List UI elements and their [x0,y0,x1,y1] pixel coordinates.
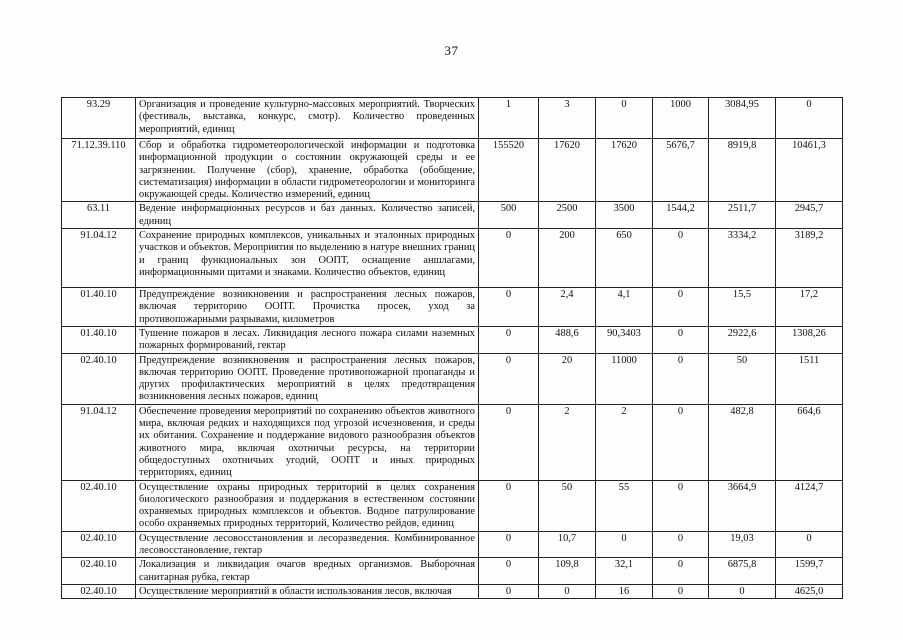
table-body [62,98,843,599]
value-cell-5: 15,5 [709,288,776,327]
value-cell-3: 650 [596,229,653,288]
value-cell-1: 0 [479,288,539,327]
value-cell-3: 11000 [596,353,653,404]
value-cell-5: 3334,2 [709,229,776,288]
service-description: Предупреждение возникновения и распространения лесных пожаров, включая территорию ООПТ. Прочистка просек, уход за противопожарными разрывами, километров [136,288,479,327]
value-cell-3: 0 [596,98,653,139]
okved-code: 02.40.10 [62,353,136,404]
table-row [62,404,843,480]
okved-code: 91.04.12 [62,229,136,288]
table-row [62,326,843,353]
table-row [62,558,843,585]
value-cell-6: 4124,7 [776,480,843,531]
value-cell-5: 2922,6 [709,326,776,353]
table-row [62,353,843,404]
value-cell-6: 2945,7 [776,202,843,229]
value-cell-4: 0 [653,531,709,558]
value-cell-4: 0 [653,584,709,598]
value-cell-4: 0 [653,558,709,585]
service-description: Обеспечение проведения мероприятий по сохранению объектов животного мира, включая редких и находящихся под угрозой исчезновения, и среды их обитания. Сохранение и поддержание видового разнообразия объектов животного мира, включая охотничьи ресурсы, на территории общедоступных охотничьих угодий, ООПТ и иных природных территориях, единиц [136,404,479,480]
value-cell-6: 1511 [776,353,843,404]
service-description: Сохранение природных комплексов, уникальных и эталонных природных участков и объектов. Мероприятия по выделению в натуре внешних границ и границ функциональных зон ООПТ, оснащение аншлагами, информационными щитами и знаками. Количество объектов, единиц [136,229,479,288]
service-description: Осуществление мероприятий в области использования лесов, включая [136,584,479,598]
table-row [62,480,843,531]
value-cell-5: 3084,95 [709,98,776,139]
value-cell-2: 200 [539,229,596,288]
value-cell-2: 2,4 [539,288,596,327]
value-cell-1: 155520 [479,139,539,202]
value-cell-2: 20 [539,353,596,404]
value-cell-4: 0 [653,404,709,480]
value-cell-6: 1599,7 [776,558,843,585]
value-cell-6: 0 [776,98,843,139]
service-description: Предупреждение возникновения и распространения лесных пожаров, включая территорию ООПТ. Проведение противопожарной пропаганды и других профилактических мероприятий в целях предотвращения возникновения лесных пожаров, единиц [136,353,479,404]
okved-code: 02.40.10 [62,531,136,558]
value-cell-2: 10,7 [539,531,596,558]
value-cell-3: 16 [596,584,653,598]
value-cell-2: 488,6 [539,326,596,353]
value-cell-2: 2 [539,404,596,480]
okved-code: 02.40.10 [62,558,136,585]
service-description: Осуществление охраны природных территорий в целях сохранения биологического разнообразия и поддержания в естественном состоянии охраняемых природных комплексов и объектов. Водное патрулирование особо охраняемых природных территорий, Количество рейдов, единиц [136,480,479,531]
value-cell-6: 664,6 [776,404,843,480]
okved-code: 91.04.12 [62,404,136,480]
value-cell-5: 19,03 [709,531,776,558]
table-row [62,288,843,327]
value-cell-3: 4,1 [596,288,653,327]
value-cell-5: 0 [709,584,776,598]
value-cell-2: 17620 [539,139,596,202]
service-description: Организация и проведение культурно-массовых мероприятий. Творческих (фестиваль, выставка, конкурс, смотр). Количество проведенных мероприятий, единиц [136,98,479,139]
value-cell-3: 32,1 [596,558,653,585]
value-cell-5: 8919,8 [709,139,776,202]
value-cell-6: 10461,3 [776,139,843,202]
value-cell-6: 0 [776,531,843,558]
okved-code: 01.40.10 [62,288,136,327]
value-cell-6: 3189,2 [776,229,843,288]
value-cell-1: 0 [479,558,539,585]
value-cell-5: 50 [709,353,776,404]
table-row [62,531,843,558]
okved-code: 02.40.10 [62,480,136,531]
value-cell-3: 17620 [596,139,653,202]
value-cell-3: 0 [596,531,653,558]
okved-code: 02.40.10 [62,584,136,598]
value-cell-4: 5676,7 [653,139,709,202]
value-cell-2: 109,8 [539,558,596,585]
value-cell-4: 0 [653,353,709,404]
value-cell-4: 1544,2 [653,202,709,229]
service-description: Локализация и ликвидация очагов вредных организмов. Выборочная санитарная рубка, гектар [136,558,479,585]
value-cell-3: 55 [596,480,653,531]
table-row [62,202,843,229]
value-cell-1: 0 [479,326,539,353]
value-cell-1: 0 [479,353,539,404]
okved-code: 71.12.39.110 [62,139,136,202]
value-cell-2: 0 [539,584,596,598]
value-cell-4: 1000 [653,98,709,139]
okved-code: 93.29 [62,98,136,139]
value-cell-4: 0 [653,229,709,288]
value-cell-1: 0 [479,531,539,558]
value-cell-1: 1 [479,98,539,139]
value-cell-6: 17,2 [776,288,843,327]
value-cell-1: 0 [479,229,539,288]
value-cell-5: 6875,8 [709,558,776,585]
value-cell-4: 0 [653,480,709,531]
value-cell-5: 482,8 [709,404,776,480]
value-cell-6: 1308,26 [776,326,843,353]
page-number: 37 [444,43,459,58]
value-cell-2: 2500 [539,202,596,229]
value-cell-2: 3 [539,98,596,139]
value-cell-1: 500 [479,202,539,229]
value-cell-5: 2511,7 [709,202,776,229]
service-description: Тушение пожаров в лесах. Ликвидация лесного пожара силами наземных пожарных формирований, гектар [136,326,479,353]
table-row [62,584,843,598]
table-row [62,98,843,139]
service-description: Ведение информационных ресурсов и баз данных. Количество записей, единиц [136,202,479,229]
value-cell-4: 0 [653,326,709,353]
value-cell-6: 4625,0 [776,584,843,598]
services-table [61,97,843,599]
service-description: Сбор и обработка гидрометеорологической информации и подготовка информационной продукции о состоянии окружающей среды и ее загрязнении. Получение (сбор), хранение, обработка (обобщение, систематизация) информации в области гидрометеорологии и мониторинга окружающей среды. Количество измерений, единиц [136,139,479,202]
value-cell-3: 2 [596,404,653,480]
value-cell-1: 0 [479,584,539,598]
value-cell-1: 0 [479,480,539,531]
service-description: Осуществление лесовосстановления и лесоразведения. Комбинированное лесовосстановление, гектар [136,531,479,558]
okved-code: 63.11 [62,202,136,229]
value-cell-2: 50 [539,480,596,531]
value-cell-1: 0 [479,404,539,480]
table-row [62,139,843,202]
value-cell-5: 3664,9 [709,480,776,531]
value-cell-4: 0 [653,288,709,327]
table-row [62,229,843,288]
value-cell-3: 3500 [596,202,653,229]
value-cell-3: 90,3403 [596,326,653,353]
okved-code: 01.40.10 [62,326,136,353]
